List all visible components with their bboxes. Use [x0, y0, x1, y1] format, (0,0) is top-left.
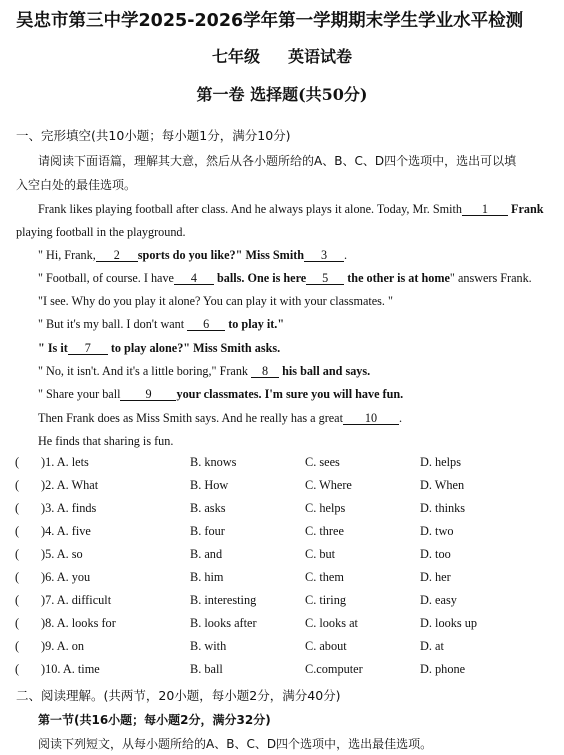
- question-number: )7. A. difficult: [41, 593, 112, 607]
- option-c: C. sees: [305, 455, 340, 469]
- part-title: 第一卷 选择题(共50分): [196, 85, 368, 104]
- blank-6: 6: [187, 318, 225, 331]
- answer-paren: (: [15, 478, 20, 492]
- blank-5: 5: [306, 272, 344, 285]
- option-b: B. How: [190, 478, 229, 492]
- blank-9: 9: [120, 388, 176, 401]
- answer-paren: (: [15, 593, 20, 607]
- passage-line-5: "I see. Why do you play it alone? You can play it with your classmates. ": [38, 294, 393, 308]
- option-d: D. at: [420, 639, 444, 653]
- answer-paren: (: [15, 547, 20, 561]
- option-d: D. helps: [420, 455, 461, 469]
- option-d: D. When: [420, 478, 465, 492]
- passage-line-11: He finds that sharing is fun.: [38, 434, 174, 448]
- blank-7: 7: [68, 342, 108, 355]
- answer-paren: (: [15, 639, 20, 653]
- question-number: )8. A. looks for: [41, 616, 116, 630]
- blank-2: 2: [96, 249, 138, 262]
- option-b: B. and: [190, 547, 223, 561]
- option-b: B. looks after: [190, 616, 257, 630]
- option-c: C. Where: [305, 478, 352, 492]
- paper-subtitle: [0, 44, 564, 67]
- option-c: C. tiring: [305, 593, 346, 607]
- question-row-2: [0, 478, 564, 498]
- exam-title: 吴忠市第三中学2025-2026学年第一学期期末学生学业水平检测: [16, 11, 524, 31]
- option-c: C. helps: [305, 501, 346, 515]
- question-number: )5. A. so: [41, 547, 83, 561]
- grade-label: 七年级: [211, 47, 260, 66]
- question-number: )4. A. five: [41, 524, 91, 538]
- question-row-6: [0, 570, 564, 590]
- blank-10: 10: [343, 412, 399, 425]
- question-number: )9. A. on: [41, 639, 85, 653]
- option-c: C.computer: [305, 662, 363, 676]
- subject-label: 英语试卷: [288, 47, 353, 66]
- passage-line-9: " Share your ball 9 your classmates. I'm sure you will have fun.: [38, 387, 404, 401]
- question-number: )10. A. time: [41, 662, 100, 676]
- section2-instruction: 阅读下列短文，从每小题所给的A、B、C、D四个选项中，选出最佳选项。: [38, 737, 433, 751]
- question-row-5: [0, 547, 564, 567]
- option-b: B. interesting: [190, 593, 257, 607]
- passage-line-7: " Is it 7 to play alone?" Miss Smith asks.: [38, 341, 281, 355]
- blank-4: 4: [174, 272, 214, 285]
- question-row-3: [0, 501, 564, 521]
- question-number: )2. A. What: [41, 478, 99, 492]
- answer-paren: (: [15, 524, 20, 538]
- option-d: D. two: [420, 524, 454, 538]
- question-row-4: [0, 524, 564, 544]
- passage-line-8: " No, it isn't. And it's a little boring," Frank 8 his ball and says.: [38, 364, 371, 378]
- option-d: D. phone: [420, 662, 466, 676]
- option-d: D. easy: [420, 593, 457, 607]
- answer-paren: (: [15, 455, 20, 469]
- section1-instruction-line1: 请阅读下面语篇，理解其大意，然后从各小题所给的A、B、C、D四个选项中，选出可以填: [38, 154, 517, 168]
- question-number: )1. A. lets: [41, 455, 89, 469]
- option-b: B. with: [190, 639, 227, 653]
- answer-paren: (: [15, 616, 20, 630]
- option-d: D. her: [420, 570, 451, 584]
- passage-line-6: " But it's my ball. I don't want 6 to play it.": [38, 317, 285, 331]
- option-b: B. knows: [190, 455, 237, 469]
- blank-3: 3: [304, 249, 344, 262]
- option-c: C. them: [305, 570, 344, 584]
- passage-line-2: playing football in the playground.: [16, 225, 186, 239]
- passage-line-4: " Football, of course. I have 4 balls. One is here 5 the other is at home" answers Frank.: [38, 271, 532, 285]
- question-row-1: [0, 455, 564, 475]
- section2-heading: 二、阅读理解。(共两节，20小题，每小题2分，满分40分): [16, 688, 341, 703]
- option-c: C. about: [305, 639, 347, 653]
- section1-heading: 一、完形填空(共10小题；每小题1分，满分10分): [16, 128, 291, 143]
- passage-line-3: " Hi, Frank, 2 sports do you like?" Miss Smith 3 .: [38, 248, 348, 262]
- option-c: C. looks at: [305, 616, 358, 630]
- option-c: C. three: [305, 524, 344, 538]
- option-c: C. but: [305, 547, 336, 561]
- blank-8: 8: [251, 365, 279, 378]
- option-d: D. looks up: [420, 616, 478, 630]
- passage-line-1: Frank likes playing football after class. And he always plays it alone. Today, Mr. Smith 1 Frank: [38, 202, 544, 216]
- question-row-10: [0, 662, 564, 682]
- answer-paren: (: [15, 501, 20, 515]
- blank-1: 1: [462, 203, 508, 216]
- section2-subheading: 第一节(共16小题；每小题2分，满分32分): [38, 713, 271, 727]
- passage-line-10: Then Frank does as Miss Smith says. And he really has a great 10 .: [38, 411, 403, 425]
- question-row-7: [0, 593, 564, 613]
- option-d: D. too: [420, 547, 451, 561]
- question-row-9: [0, 639, 564, 659]
- section1-instruction-line2: 入空白处的最佳选项。: [16, 178, 137, 192]
- answer-paren: (: [15, 570, 20, 584]
- option-b: B. him: [190, 570, 224, 584]
- option-b: B. asks: [190, 501, 226, 515]
- question-number: )3. A. finds: [41, 501, 97, 515]
- question-row-8: [0, 616, 564, 636]
- option-d: D. thinks: [420, 501, 466, 515]
- question-number: )6. A. you: [41, 570, 91, 584]
- answer-paren: (: [15, 662, 20, 676]
- option-b: B. four: [190, 524, 225, 538]
- option-b: B. ball: [190, 662, 223, 676]
